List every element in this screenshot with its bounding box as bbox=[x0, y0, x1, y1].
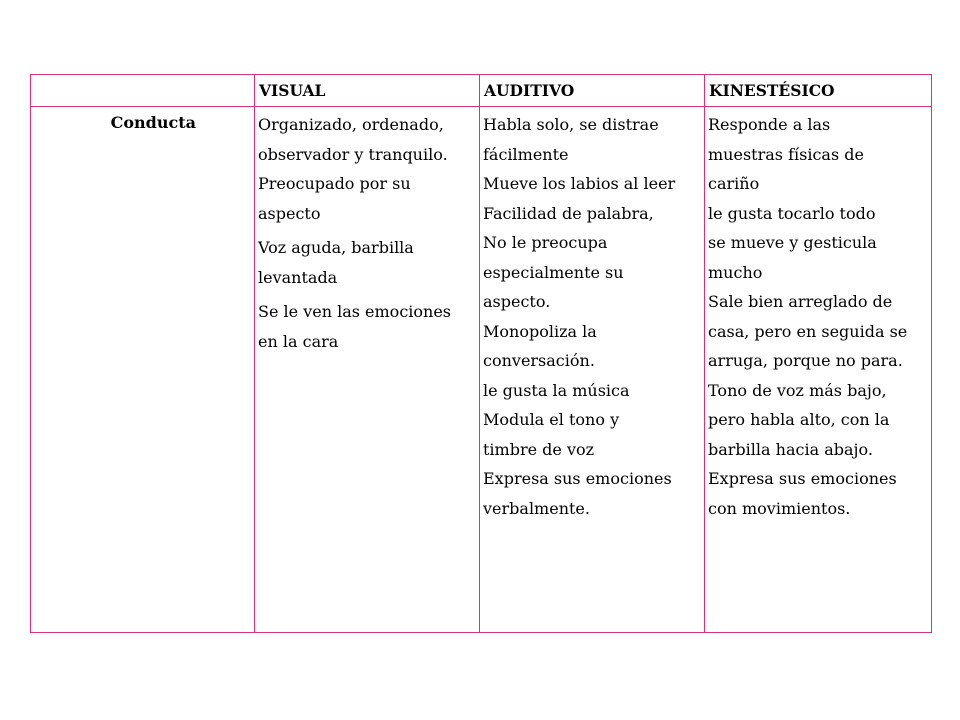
text-line: aspecto bbox=[258, 203, 321, 223]
text-line: conversación. bbox=[483, 351, 595, 370]
header-visual: VISUAL bbox=[255, 75, 480, 107]
text-line: arruga, porque no para. bbox=[708, 351, 903, 370]
text-line: barbilla hacia abajo. bbox=[708, 439, 873, 459]
text-line: No le preocupa bbox=[483, 233, 608, 252]
header-empty-cell bbox=[31, 75, 255, 107]
text-line: le gusta la música bbox=[483, 380, 630, 400]
auditivo-cell bbox=[480, 107, 705, 633]
text-line: Modula el tono y bbox=[483, 410, 620, 429]
text-line: pero habla alto, con la bbox=[708, 410, 890, 429]
text-line: en la cara bbox=[258, 331, 339, 351]
text-line: mucho bbox=[708, 262, 763, 282]
text-line: Habla solo, se distrae bbox=[483, 115, 659, 134]
text-line: con movimientos. bbox=[708, 498, 851, 518]
text-line: Expresa sus emociones bbox=[708, 469, 897, 488]
text-line: aspecto. bbox=[483, 292, 551, 311]
text-line: Responde a las bbox=[708, 115, 831, 134]
row-label-conducta: Conducta bbox=[31, 107, 255, 633]
header-row bbox=[31, 75, 932, 107]
visual-paragraph bbox=[258, 297, 476, 356]
kinestesico-cell bbox=[705, 107, 932, 633]
text-line: Mueve los labios al leer bbox=[483, 174, 676, 193]
text-line: timbre de voz bbox=[483, 439, 595, 459]
text-line: Preocupado por su bbox=[258, 174, 411, 193]
text-line: especialmente su bbox=[483, 262, 624, 282]
text-line: fácilmente bbox=[483, 144, 569, 164]
learning-styles-table bbox=[30, 74, 932, 633]
text-line: le gusta tocarlo todo bbox=[708, 203, 876, 223]
conducta-row bbox=[31, 107, 932, 633]
text-line: levantada bbox=[258, 267, 338, 287]
text-line: Sale bien arreglado de bbox=[708, 292, 893, 311]
text-line: observador y tranquilo. bbox=[258, 144, 448, 164]
text-line: Expresa sus emociones bbox=[483, 469, 672, 488]
text-line: Se le ven las emociones bbox=[258, 302, 452, 321]
text-line: muestras físicas de bbox=[708, 144, 864, 164]
text-line: Monopoliza la bbox=[483, 321, 597, 341]
visual-cell bbox=[255, 107, 480, 633]
text-line: Organizado, ordenado, bbox=[258, 115, 444, 134]
text-line: verbalmente. bbox=[483, 498, 590, 518]
text-line: se mueve y gesticula bbox=[708, 233, 877, 252]
text-line: Facilidad de palabra, bbox=[483, 203, 654, 223]
text-line: cariño bbox=[708, 174, 760, 193]
header-auditivo: AUDITIVO bbox=[480, 75, 705, 107]
text-line: Voz aguda, barbilla bbox=[258, 238, 414, 257]
text-line: casa, pero en seguida se bbox=[708, 321, 908, 341]
header-kinestesico: KINESTÉSICO bbox=[705, 75, 932, 107]
visual-paragraph bbox=[258, 110, 476, 228]
text-line: Tono de voz más bajo, bbox=[708, 380, 887, 400]
visual-paragraph bbox=[258, 233, 476, 292]
